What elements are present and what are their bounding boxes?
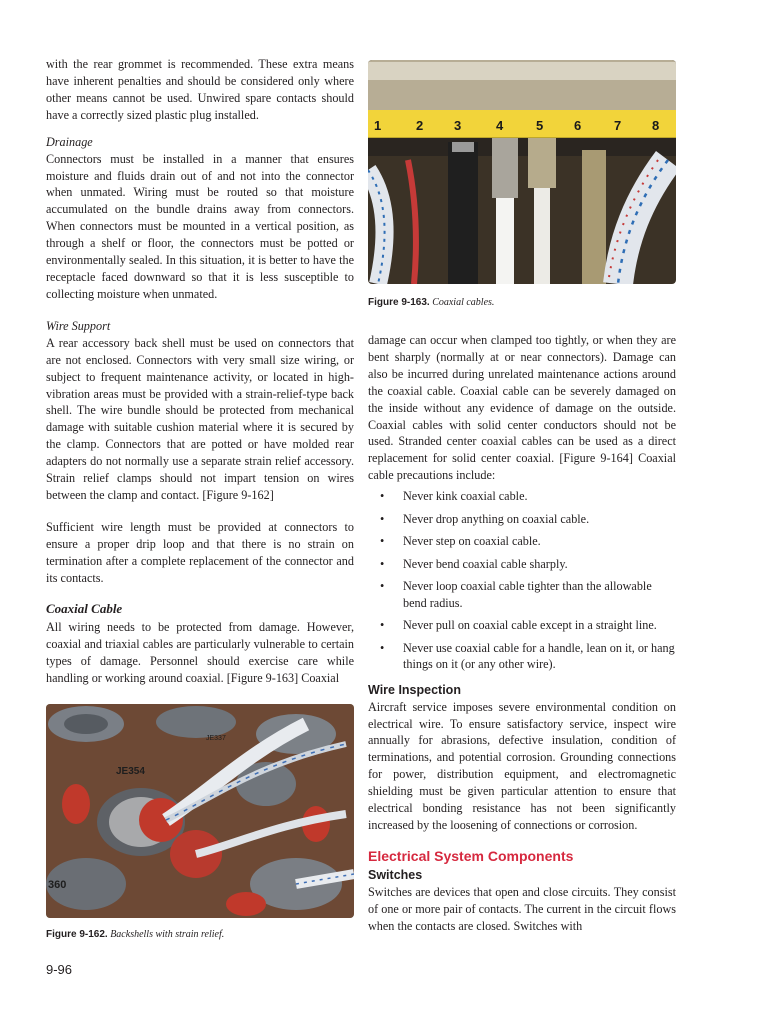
bullet-icon: • [380, 579, 385, 594]
list-item: • Never use coaxial cable for a handle, lean on it, or hang things on it (or any other wire). [380, 640, 675, 672]
photo-label-je337: JE337 [206, 735, 226, 742]
list-item: • Never loop coaxial cable tighter than the allowable bend radius. [380, 579, 652, 610]
ruler-6: 6 [574, 118, 582, 133]
switches-heading: Switches [368, 867, 423, 882]
figure-163-caption [368, 296, 676, 309]
wire-inspection-heading: Wire Inspection [368, 682, 461, 697]
figure-162-caption-text: Backshells with strain relief. [110, 929, 225, 940]
bullet-icon: • [380, 556, 385, 571]
coaxial-cable-heading: Coaxial Cable [46, 601, 123, 617]
figure-162-photo [46, 704, 354, 918]
coaxial-precautions-list [368, 488, 676, 673]
ruler-8: 8 [652, 118, 660, 133]
backshells-illustration [46, 704, 354, 918]
ruler-7: 7 [614, 118, 622, 133]
bullet-icon: • [380, 511, 385, 526]
bullet-icon: • [380, 618, 385, 633]
ruler-5: 5 [536, 118, 544, 133]
coaxial-continued-paragraph: damage can occur when clamped too tightly, or when they are bent sharply (normally at or near connectors). Damage can also be incurred during unrelated maintenance actions around the coaxial cable. Coaxial cable can be severely damaged on the inside without any evidence of damage on the outside. Coaxial cables with solid center conductors should not be used. Stranded center coaxial cables can be used as a direct replacement for solid center coaxial. [Figure 9-164] Coaxial cable precautions include: [368, 333, 676, 483]
right-column [368, 332, 676, 935]
list-item: • Never drop anything on coaxial cable. [380, 511, 590, 526]
intro-paragraph: with the rear grommet is recommended. These extra means have inherent penalties and should be considered only where other means cannot be used. Unwired spare contacts should have a correctly sized plastic plug installed. [46, 57, 354, 122]
ruler-2: 2 [416, 118, 424, 133]
ruler-4: 4 [496, 118, 504, 133]
figure-162-caption [46, 928, 354, 941]
coaxial-cables-illustration [368, 60, 676, 284]
drainage-heading: Drainage [46, 134, 93, 149]
figure-163-photo [368, 60, 676, 284]
figure-162-label: Figure 9-162. [46, 929, 108, 940]
section-heading: Electrical System Components [368, 847, 574, 864]
photo-label-je354: JE354 [116, 766, 145, 777]
list-item: • Never bend coaxial cable sharply. [380, 556, 568, 571]
bullet-icon: • [380, 489, 385, 504]
figure-163-label: Figure 9-163. [368, 297, 430, 308]
coaxial-cable-paragraph: All wiring needs to be protected from damage. However, coaxial and triaxial cables are particularly vulnerable to certain types of damage. Personnel should exercise care while handling or working around coaxial. [Figure 9-163] Coaxial [46, 620, 354, 686]
figure-163-caption-text: Coaxial cables. [432, 297, 495, 308]
wire-support-paragraph: A rear accessory back shell must be used on connectors that are not enclosed. Connectors with very small size wiring, or subject to frequent maintenance activity, or located in high-vibration areas must be provided with a strain-relief-type back shell. The wire bundle should be protected from mechanical damage with suitable cushion material where it is secured by the clamp. Connectors that are potted or have molded rear adapters do not normally use a separate strain relief accessory. Strain relief clamps should not impart tension on wires between the clamp and contact. [Figure 9-162] [46, 335, 354, 502]
photo-label-360: 360 [48, 879, 67, 891]
bullet-icon: • [380, 640, 385, 655]
switches-paragraph: Switches are devices that open and close circuits. They consist of one or more pair of contacts. The current in the circuit flows when the contacts are closed. Switches with [368, 884, 676, 933]
list-item: • Never step on coaxial cable. [380, 534, 541, 549]
left-column [46, 56, 354, 687]
page-number: 9-96 [46, 962, 73, 977]
list-item: • Never kink coaxial cable. [380, 489, 528, 504]
wire-support-heading: Wire Support [46, 318, 111, 333]
ruler-1: 1 [374, 118, 382, 133]
ruler-3: 3 [454, 118, 462, 133]
bullet-icon: • [380, 534, 385, 549]
drainage-paragraph: Connectors must be installed in a manner that ensures moisture and fluids drain out of and not into the connector when unmated. Wiring must be routed so that moisture accumulated on the bundle drains away from connectors. When connectors must be mounted in a vertical position, as through a shelf or floor, the connectors must be potted or environmentally sealed. In this situation, it is better to have the receptacle faced downward so that it is less susceptible to collecting moisture when unmated. [46, 151, 354, 301]
wire-inspection-paragraph: Aircraft service imposes severe environmental condition on electrical wire. To ensure satisfactory service, inspect wire annually for abrasions, defective insulation, condition of terminations, and potential corrosion. Grounding connections for power, distribution equipment, and electromagnetic shielding must be given particular attention to ensure that electrical bonding resistance has not been significantly increased by the loosening of connections or corrosion. [368, 699, 676, 832]
drip-loop-paragraph: Sufficient wire length must be provided at connectors to ensure a proper drip loop and that there is no strain on termination after a complete replacement of the connector and its contacts. [46, 519, 354, 585]
list-item: • Never pull on coaxial cable except in a straight line. [380, 618, 657, 633]
